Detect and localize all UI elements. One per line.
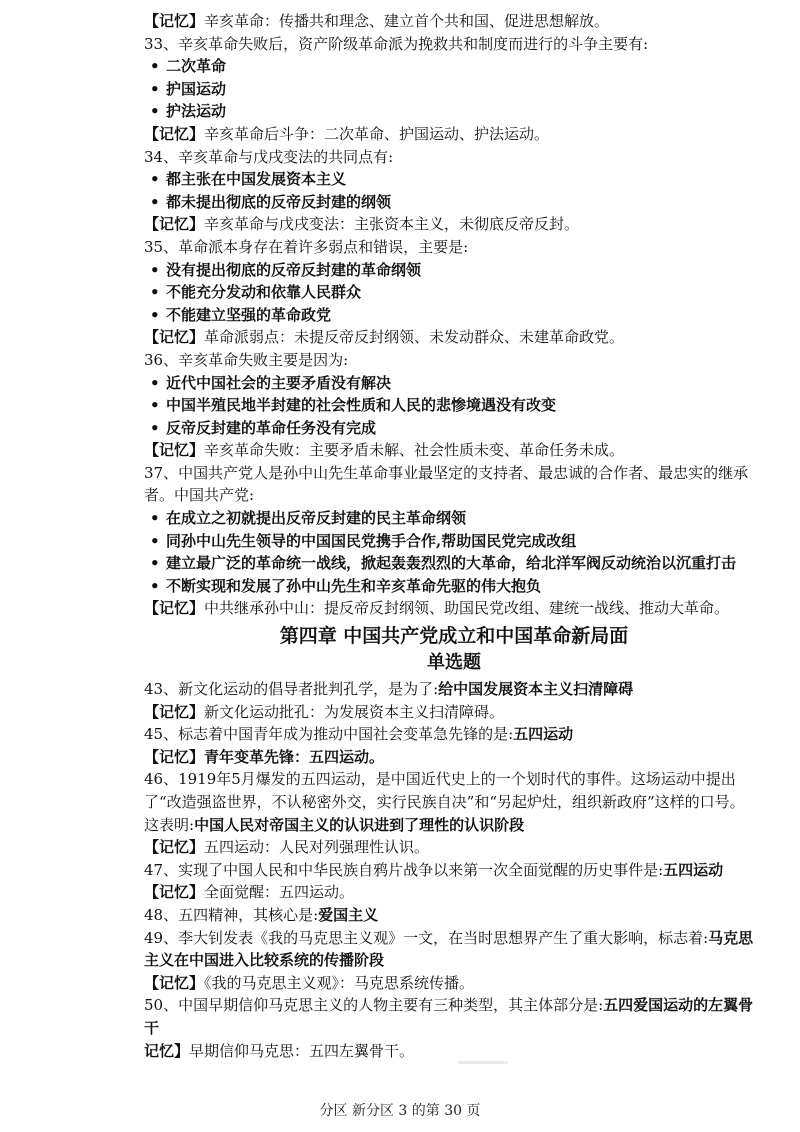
memory-text: 早期信仰马克思：五四左翼骨干。 — [189, 1041, 415, 1060]
answer-bullet: • 同孙中山先生领导的中国国民党携手合作,帮助国民党完成改组 — [144, 530, 764, 553]
memory-tag: 【记忆】 — [144, 12, 205, 30]
answer-bullet: • 反帝反封建的革命任务没有完成 — [144, 417, 764, 440]
memory-text: 辛亥革命与戊戌变法：主张资本主义，未彻底反帝反封。 — [204, 215, 580, 234]
answer-bullet: • 没有提出彻底的反帝反封建的革命纲领 — [144, 259, 764, 282]
answer-text: 中国人民对帝国主义的认识进到了理性的认识阶段 — [194, 815, 525, 834]
answer-bullet: • 不断实现和发展了孙中山先生和辛亥革命先驱的伟大抱负 — [144, 575, 764, 598]
memory-text: 全面觉醒：五四运动。 — [204, 883, 355, 902]
question — [144, 859, 764, 882]
chapter-title: 第四章 中国共产党成立和中国革命新局面 — [279, 625, 629, 648]
answer-text: 五四运动 — [513, 725, 574, 744]
answer-text: 五四爱国运动的左翼骨干 — [144, 996, 754, 1037]
memory-note — [144, 123, 764, 146]
question: 36、辛亥革命失败主要是因为: — [144, 350, 349, 369]
answer-bullet: • 中国半殖民地半封建的社会性质和人民的悲惨境遇没有改变 — [144, 394, 764, 417]
memory-tag: 【记忆】 — [144, 328, 205, 347]
scan-mark — [458, 1061, 508, 1064]
answer-bullet: • 护国运动 — [144, 78, 764, 101]
memory-tag: 【记忆】 — [144, 124, 205, 143]
memory-note — [144, 972, 764, 995]
memory-note — [144, 1040, 764, 1063]
section-title: 单选题 — [427, 652, 481, 674]
memory-note — [144, 881, 764, 904]
memory-text: 辛亥革命失败：主要矛盾未解、社会性质未变、革命任务未成。 — [204, 441, 625, 460]
memory-text: 新文化运动批孔：为发展资本主义扫清障碍。 — [204, 702, 505, 721]
question — [144, 678, 764, 701]
memory-note — [144, 597, 764, 620]
memory-tag: 【记忆】 — [144, 973, 205, 992]
memory-tag: 【记忆】 — [144, 441, 205, 460]
memory-tag: 【记忆】 — [144, 838, 205, 857]
answer-bullet: • 二次革命 — [144, 55, 764, 78]
question — [144, 927, 764, 972]
question: 33、辛亥革命失败后，资产阶级革命派为挽救共和制度而进行的斗争主要有: — [144, 34, 649, 53]
answer-bullet: • 不能建立坚强的革命政党 — [144, 304, 764, 327]
page-content — [144, 10, 764, 1062]
answer-text: 给中国发展资本主义扫清障碍 — [438, 680, 634, 699]
memory-text: 中共继承孙中山：提反帝反封纲领、助国民党改组、建统一战线、推动大革命。 — [204, 599, 730, 618]
memory-text: 革命派弱点：未提反帝反封纲领、未发动群众、未建革命政党。 — [204, 328, 625, 347]
question-text: 49、李大钊发表《我的马克思主义观》一文，在当时思想界产生了重大影响，标志着: — [144, 928, 709, 947]
memory-note — [144, 10, 764, 33]
answer-bullet: • 建立最广泛的革命统一战线，掀起轰轰烈烈的大革命，给北洋军阀反动统治以沉重打击 — [144, 552, 764, 575]
memory-note — [144, 836, 764, 859]
memory-tag: 【记忆】 — [144, 702, 205, 721]
answer-text: 马克思主义在中国进入比较系统的传播阶段 — [144, 928, 754, 970]
memory-tag: 【记忆】 — [144, 747, 205, 766]
answer-bullet: • 近代中国社会的主要矛盾没有解决 — [144, 372, 764, 395]
question-text: 47、实现了中国人民和中华民族自鸦片战争以来第一次全面觉醒的历史事件是: — [144, 860, 664, 879]
question-text: 50、中国早期信仰马克思主义的人物主要有三种类型，其主体部分是: — [144, 996, 604, 1015]
answer-bullet: • 都主张在中国发展资本主义 — [144, 168, 764, 191]
question — [144, 814, 764, 837]
answer-bullet: • 都未提出彻底的反帝反封建的纲领 — [144, 191, 764, 214]
question-text: 48、五四精神，其核心是: — [144, 905, 319, 924]
memory-note — [144, 701, 764, 724]
question — [144, 904, 764, 927]
memory-text: 辛亥革命后斗争：二次革命、护国运动、护法运动。 — [204, 124, 550, 143]
question-text: 这表明: — [144, 815, 195, 834]
question-text: 45、标志着中国青年成为推动中国社会变革急先锋的是: — [144, 725, 514, 744]
page-footer: 分区 新分区 3 的第 30 页 — [319, 1103, 481, 1119]
answer-bullet: • 护法运动 — [144, 100, 764, 123]
memory-text: 五四运动：人民对列强理性认识。 — [204, 838, 430, 857]
answer-text: 爱国主义 — [318, 905, 379, 924]
question: 37、中国共产党人是孙中山先生革命事业最坚定的支持者、最忠诚的合作者、最忠实的继承者。中国共产党: — [144, 463, 749, 505]
answer-bullet: • 在成立之初就提出反帝反封建的民主革命纲领 — [144, 507, 764, 530]
memory-note — [144, 746, 764, 769]
memory-text: 辛亥革命：传播共和理念、建立首个共和国、促进思想解放。 — [204, 12, 610, 30]
memory-note — [144, 439, 764, 462]
question: 34、辛亥革命与戊戌变法的共同点有: — [144, 147, 394, 166]
memory-tag: 记忆】 — [144, 1041, 190, 1060]
answer-bullet: • 不能充分发动和依靠人民群众 — [144, 281, 764, 304]
memory-text: 《我的马克思主义观》：马克思系统传播。 — [204, 973, 475, 992]
question: 46、1919年5月爆发的五四运动，是中国近代史上的一个划时代的事件。这场运动中提出了“改造强盗世界，不认秘密外交，实行民族自决”和“另起炉灶，组织新政府”这样的口号。 — [144, 770, 745, 811]
memory-note — [144, 326, 764, 349]
question: 35、革命派本身存在着许多弱点和错误，主要是: — [144, 237, 469, 256]
question — [144, 723, 764, 746]
memory-tag: 【记忆】 — [144, 883, 205, 902]
memory-tag: 【记忆】 — [144, 599, 205, 618]
memory-note — [144, 213, 764, 236]
question-text: 43、新文化运动的倡导者批判孔学，是为了: — [144, 680, 439, 699]
question — [144, 994, 764, 1039]
memory-text: 青年变革先锋：五四运动。 — [204, 747, 385, 766]
answer-text: 五四运动 — [663, 860, 724, 879]
memory-tag: 【记忆】 — [144, 215, 205, 234]
